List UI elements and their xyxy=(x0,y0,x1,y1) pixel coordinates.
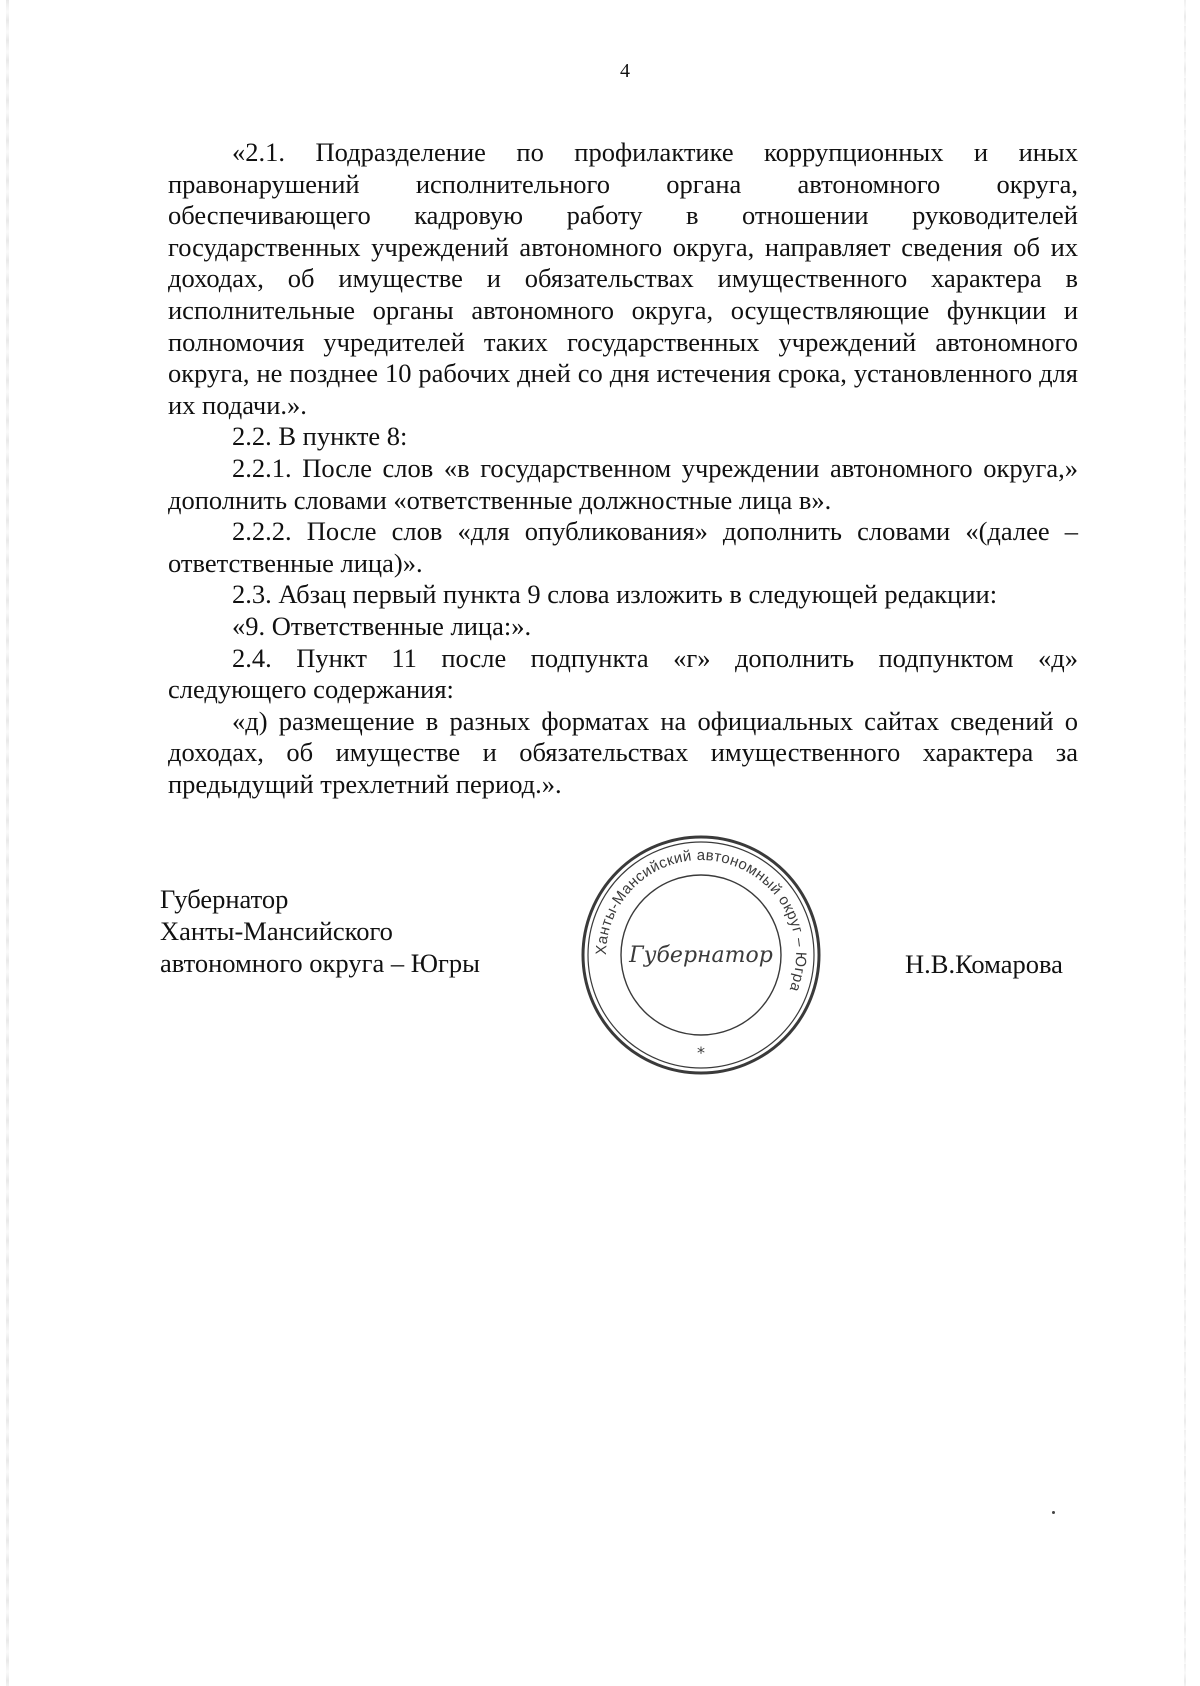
signatory-name: Н.В.Комарова xyxy=(905,949,1063,979)
seal-ring-textpath: Ханты-Мансийский автономный округ – Югра xyxy=(592,846,810,995)
seal-center-text: Губернатор xyxy=(629,943,773,968)
paragraph-2-4: 2.4. Пункт 11 после подпункта «г» дополнить подпунктом «д» следующего содержания: xyxy=(168,642,1078,705)
paragraph-2-2: 2.2. В пункте 8: xyxy=(232,421,408,452)
paragraph-9-quote: «9. Ответственные лица:». xyxy=(232,610,532,641)
seal-ring-text xyxy=(593,847,809,994)
official-seal xyxy=(576,830,826,1080)
scan-edge-left xyxy=(6,0,9,1686)
signatory-title-line-2: Ханты-Мансийского xyxy=(160,916,393,946)
seal-graphic xyxy=(576,830,826,1080)
scan-edge-right xyxy=(1184,0,1186,1686)
scan-speck xyxy=(1052,1511,1055,1514)
signatory-title xyxy=(160,883,480,979)
signatory-title-line-1: Губернатор xyxy=(160,884,289,914)
document-body xyxy=(168,137,1078,800)
paragraph-2-2-2: 2.2.2. После слов «для опубликования» дополнить словами «(далее – ответственные лица)». xyxy=(168,516,1078,578)
paragraph-d-quote: «д) размещение в разных форматах на официальных сайтах сведений о доходах, об имуществе и обязательствах имущественного характера за предыдущий трехлетний период.». xyxy=(168,705,1078,799)
seal-star: * xyxy=(697,1043,705,1062)
paragraph-2-2-1: 2.2.1. После слов «в государственном учреждении автономного округа,» дополнить словами «ответственные должностные лица в». xyxy=(168,452,1078,515)
paragraph-2-1: «2.1. Подразделение по профилактике коррупционных и иных правонарушений исполнительного органа автономного округа, обеспечивающего кадровую работу в отношении руководителей государственных учреждений автономного округа, направляет сведения об их доходах, об имуществе и обязательствах имущественного характера в исполнительные органы автономного округа, осуществляющие функции и полномочия учредителей таких государственных учреждений автономного округа, не позднее 10 рабочих дней со дня истечения срока, установленного для их подачи.». xyxy=(168,137,1078,420)
signatory-title-line-3: автономного округа – Югры xyxy=(160,948,480,978)
page-number: 4 xyxy=(620,60,630,82)
paragraph-2-3: 2.3. Абзац первый пункта 9 слова изложить в следующей редакции: xyxy=(232,579,998,610)
